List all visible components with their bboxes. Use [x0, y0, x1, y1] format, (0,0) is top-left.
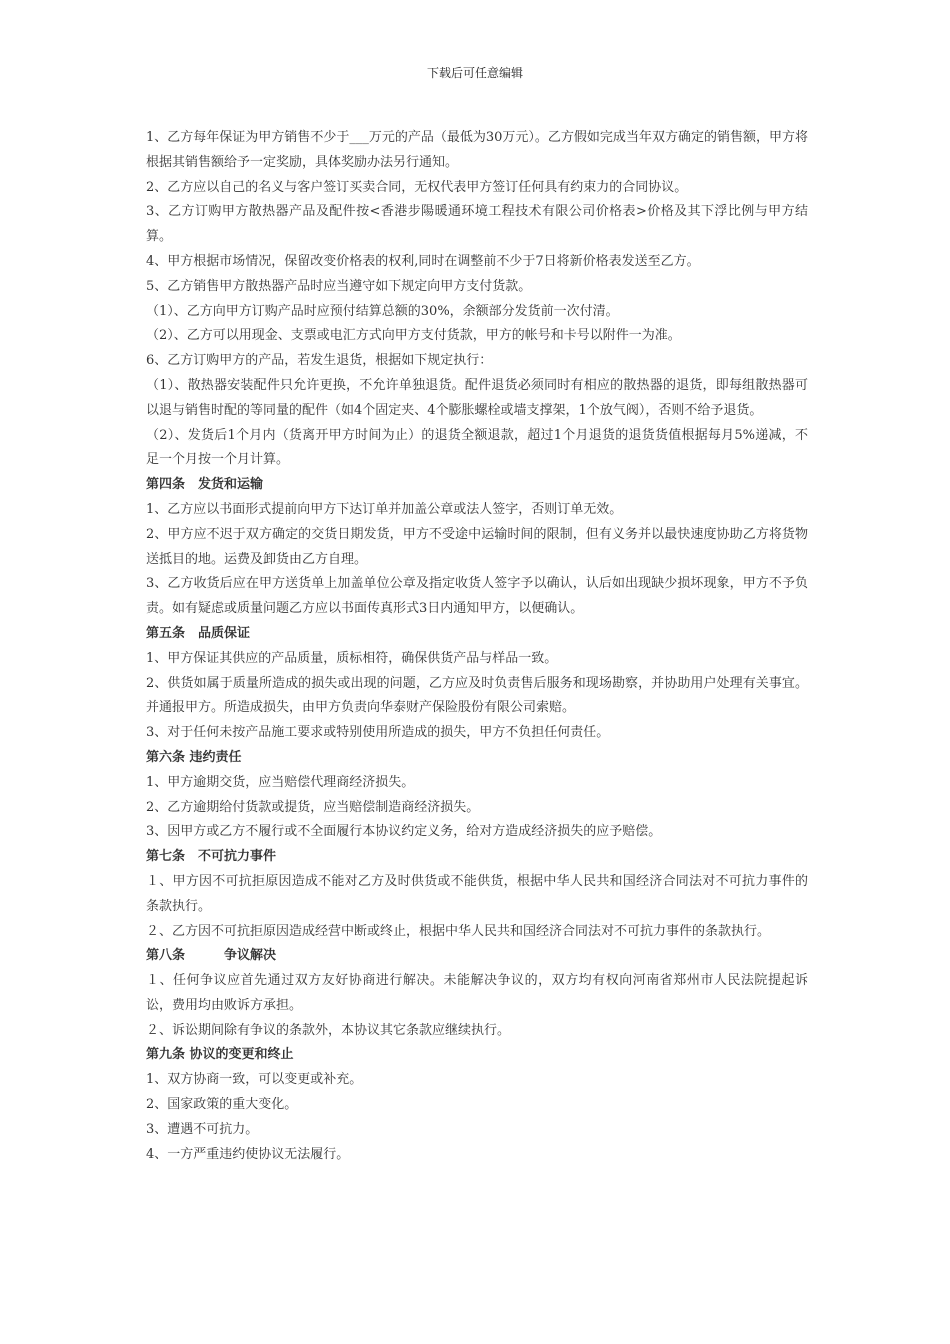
clause-paragraph: 2、供货如属于质量所造成的损失或出现的问题，乙方应及时负责售后服务和现场勘察，并协助用户处理有关事宜。并通报甲方。所造成损失，由甲方负责向华泰财产保险股份有限公司索赔。 — [146, 675, 808, 716]
section-heading: 第五条 品质保证 — [146, 625, 251, 641]
clause-paragraph: 3、因甲方或乙方不履行或不全面履行本协议约定义务，给对方造成经济损失的应予赔偿。 — [146, 824, 662, 840]
clause-paragraph: 2、国家政策的重大变化。 — [146, 1097, 298, 1113]
clause-paragraph: １、任何争议应首先通过双方友好协商进行解决。未能解决争议的，双方均有权向河南省郑州市人民法院提起诉讼，费用均由败诉方承担。 — [146, 973, 808, 1013]
clause-paragraph: 4、一方严重违约使协议无法履行。 — [146, 1146, 350, 1162]
section-heading: 第八条 争议解决 — [146, 948, 277, 964]
section-heading: 第六条 违约责任 — [146, 749, 242, 765]
clause-paragraph: ２、乙方因不可抗拒原因造成经营中断或终止，根据中华人民共和国经济合同法对不可抗力事件的条款执行。 — [146, 923, 771, 939]
clause-paragraph: 3、遭遇不可抗力。 — [146, 1121, 259, 1137]
clause-paragraph: 6、乙方订购甲方的产品，若发生退货，根据如下规定执行： — [146, 353, 493, 369]
clause-paragraph: 1、乙方应以书面形式提前向甲方下达订单并加盖公章或法人签字，否则订单无效。 — [146, 501, 623, 517]
clause-paragraph: 1、双方协商一致，可以变更或补充。 — [146, 1072, 363, 1088]
clause-paragraph: 5、乙方销售甲方散热器产品时应当遵守如下规定向甲方支付货款。 — [146, 278, 532, 294]
clause-paragraph: （2）、乙方可以用现金、支票或电汇方式向甲方支付货款，甲方的帐号和卡号以附件一为准。 — [146, 328, 681, 344]
clause-paragraph: 3、对于任何未按产品施工要求或特别使用所造成的损失，甲方不负担任何责任。 — [146, 725, 610, 741]
document-body — [146, 126, 808, 1167]
section-heading: 第七条 不可抗力事件 — [146, 849, 277, 865]
clause-paragraph: １、甲方因不可抗拒原因造成不能对乙方及时供货或不能供货，根据中华人民共和国经济合同法对不可抗力事件的条款执行。 — [146, 873, 808, 914]
clause-paragraph: （1）、散热器安装配件只允许更换，不允许单独退货。配件退货必须同时有相应的散热器的退货，即每组散热器可以退与销售时配的等同量的配件（如4个固定夹、4个膨胀螺栓或墙支撑架，1个放气阀），否则不给予退货。 — [146, 377, 808, 418]
clause-paragraph: 3、乙方收货后应在甲方送货单上加盖单位公章及指定收货人签字予以确认，认后如出现缺少损坏现象，甲方不予负责。如有疑虑或质量问题乙方应以书面传真形式3日内通知甲方，以便确认。 — [146, 576, 808, 617]
clause-paragraph: ２、诉讼期间除有争议的条款外，本协议其它条款应继续执行。 — [146, 1022, 511, 1038]
clause-paragraph: （1）、乙方向甲方订购产品时应预付结算总额的30%，余额部分发货前一次付清。 — [146, 303, 619, 319]
section-heading: 第四条 发货和运输 — [146, 477, 264, 493]
clause-paragraph: 3、乙方订购甲方散热器产品及配件按<香港步陽暖通环境工程技术有限公司价格表>价格及其下浮比例与甲方结算。 — [146, 204, 808, 245]
clause-paragraph: 1、甲方保证其供应的产品质量，质标相符，确保供货产品与样品一致。 — [146, 650, 558, 666]
clause-paragraph: 1、乙方每年保证为甲方销售不少于___万元的产品（最低为30万元）。乙方假如完成当年双方确定的销售额，甲方将根据其销售额给予一定奖励，具体奖励办法另行通知。 — [146, 130, 808, 170]
clause-paragraph: 2、乙方应以自己的名义与客户签订买卖合同，无权代表甲方签订任何具有约束力的合同协议。 — [146, 179, 688, 195]
clause-paragraph: （2）、发货后1个月内（货离开甲方时间为止）的退货全额退款，超过1个月退货的退货货值根据每月5%递减，不足一个月按一个月计算。 — [146, 427, 808, 468]
clause-paragraph: 2、甲方应不迟于双方确定的交货日期发货，甲方不受途中运输时间的限制，但有义务并以最快速度协助乙方将货物送抵目的地。运费及卸货由乙方自理。 — [146, 526, 808, 567]
section-heading: 第九条 协议的变更和终止 — [146, 1047, 294, 1063]
page-header: 下载后可任意编辑 — [426, 66, 523, 80]
clause-paragraph: 4、甲方根据市场情况，保留改变价格表的权利,同时在调整前不少于7日将新价格表发送至乙方。 — [146, 253, 700, 269]
clause-paragraph: 1、甲方逾期交货，应当赔偿代理商经济损失。 — [146, 774, 415, 790]
clause-paragraph: 2、乙方逾期给付货款或提货，应当赔偿制造商经济损失。 — [146, 799, 480, 815]
